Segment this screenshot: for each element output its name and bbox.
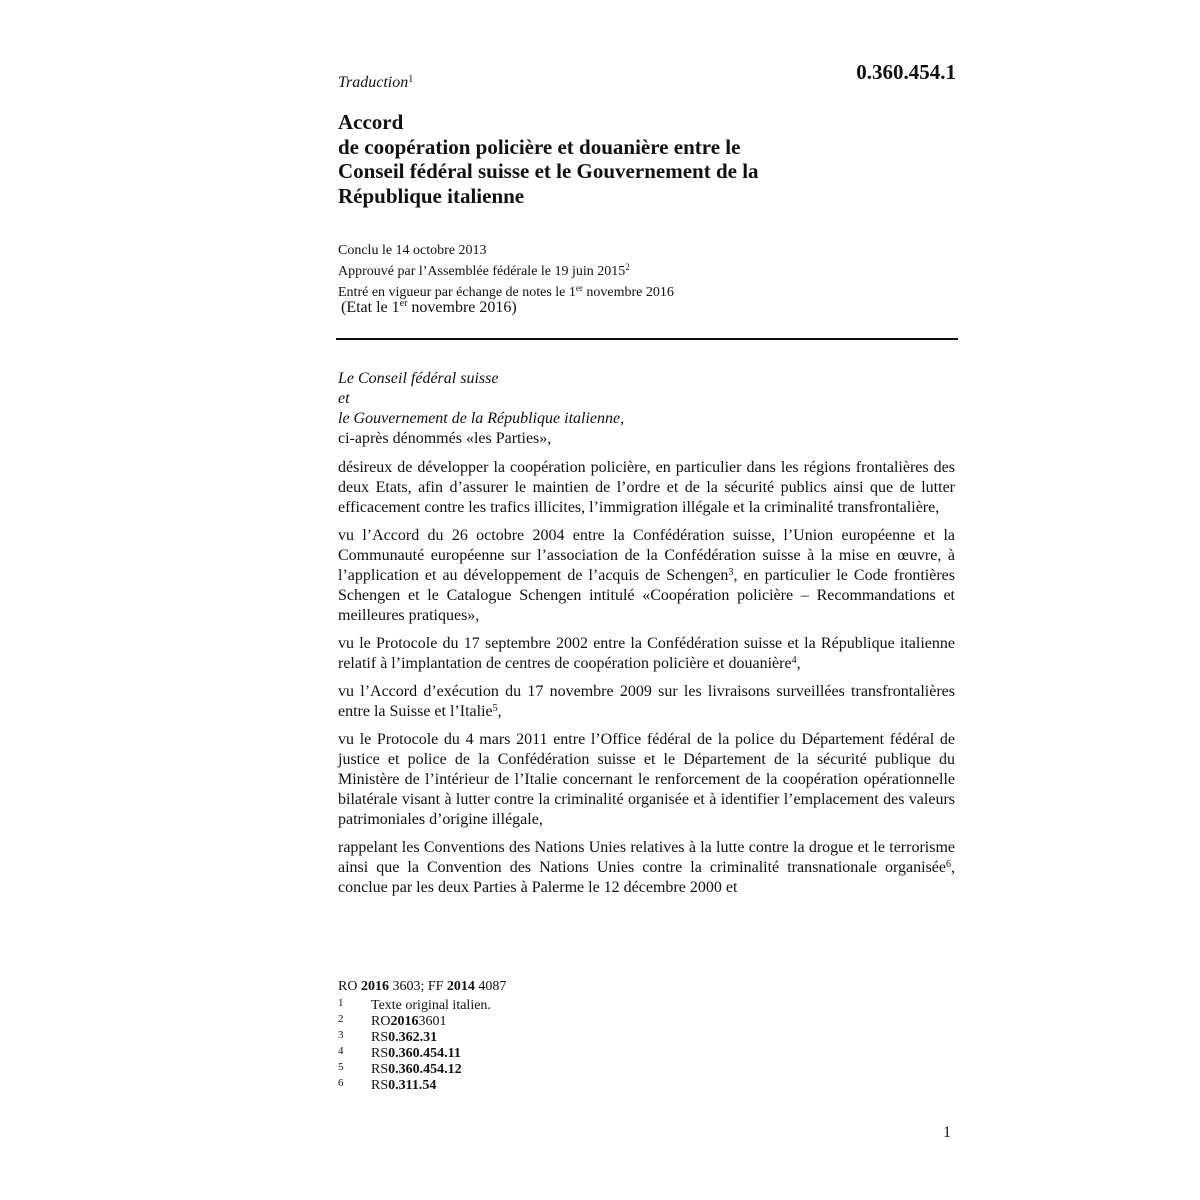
etat-sup: er bbox=[399, 298, 408, 309]
paragraph-text: vu l’Accord d’exécution du 17 novembre 2009 sur les livraisons surveillées transfrontalières entre la Suisse et l’Italie bbox=[338, 683, 955, 720]
document-metadata bbox=[338, 243, 674, 301]
footnote-number: 3 bbox=[338, 1029, 344, 1041]
paragraph-text: rappelant les Conventions des Nations Unies relatives à la lutte contre la drogue et le terrorisme ainsi que la Convention des Nations Unies contre la criminalité transnationale organisée bbox=[338, 839, 955, 876]
footnote-number: 4 bbox=[338, 1045, 344, 1057]
footnote-ref-5[interactable]: 5 bbox=[492, 703, 498, 714]
ff-year: 2014 bbox=[446, 979, 475, 994]
footnote-prefix: RS bbox=[371, 1078, 389, 1093]
conjunction: et bbox=[338, 390, 350, 407]
paragraph-text: , bbox=[796, 655, 801, 672]
paragraph-protocole-2002 bbox=[338, 634, 955, 674]
ro-page: 3603; FF bbox=[392, 979, 444, 994]
title-line: de coopération policière et douanière entre le bbox=[338, 134, 741, 159]
footnote-number: 1 bbox=[338, 997, 344, 1009]
footnote-prefix: RS bbox=[371, 1046, 389, 1061]
entree-prefix: Entré en vigueur par échange de notes le 1 bbox=[338, 285, 576, 300]
footnote-ref-2[interactable]: 2 bbox=[625, 262, 630, 272]
footnote-ref-3[interactable]: 3 bbox=[728, 567, 734, 578]
paragraph-text: , bbox=[497, 703, 502, 720]
footnote-reference[interactable]: 2016 bbox=[390, 1014, 419, 1029]
conclu-date: Conclu le 14 octobre 2013 bbox=[338, 243, 487, 258]
entree-sup: er bbox=[575, 283, 583, 293]
footnote-reference[interactable]: 0.360.454.12 bbox=[388, 1062, 462, 1077]
paragraph-text: , conclue par les deux Parties à Palerme le 12 décembre 2000 et bbox=[338, 859, 955, 896]
party-italy: le Gouvernement de la République italienne, bbox=[338, 410, 625, 427]
entree-suffix: novembre 2016 bbox=[582, 285, 674, 300]
title-line: Accord bbox=[338, 110, 404, 134]
title-line: Conseil fédéral suisse et le Gouvernement de la bbox=[338, 159, 759, 183]
ro-label: RO bbox=[338, 979, 358, 994]
paragraph-accord-schengen bbox=[338, 526, 955, 626]
sr-number: 0.360.454.1 bbox=[856, 60, 956, 84]
ro-year: 2016 bbox=[360, 979, 389, 994]
paragraph-conventions-onu bbox=[338, 838, 955, 898]
page-number: 1 bbox=[943, 1124, 951, 1141]
footnote-reference[interactable]: 0.311.54 bbox=[388, 1078, 437, 1093]
footnote-reference[interactable]: 0.360.454.11 bbox=[388, 1046, 461, 1061]
approuve-date bbox=[338, 259, 674, 280]
footnote-ref-1[interactable]: 1 bbox=[408, 74, 414, 85]
footnote-item bbox=[338, 1078, 506, 1094]
ff-page: 4087 bbox=[478, 979, 507, 994]
paragraph-desireux: désireux de développer la coopération policière, en particulier dans les régions frontalières des deux Etats, afin d’assurer le maintien de l’ordre et de la sécurité publics ainsi que de lutter efficacement contre les trafics illicites, l’immigration illégale et la criminalité transfrontalière, bbox=[338, 459, 955, 516]
traduction-label bbox=[338, 74, 413, 92]
paragraph-accord-execution-2009 bbox=[338, 682, 955, 722]
footnote-reference[interactable]: 0.362.31 bbox=[388, 1030, 438, 1045]
footnote-ref-6[interactable]: 6 bbox=[946, 859, 951, 870]
footnote-number: 5 bbox=[338, 1061, 344, 1073]
etat-suffix: novembre 2016) bbox=[407, 299, 517, 316]
footnote-suffix: 3601 bbox=[418, 1014, 447, 1029]
footnote-prefix: RS bbox=[371, 1062, 389, 1077]
footnote-prefix: RO bbox=[371, 1014, 391, 1029]
etat-prefix: (Etat le 1 bbox=[341, 299, 400, 316]
title-line: République italienne bbox=[338, 183, 525, 208]
paragraph-text: vu le Protocole du 17 septembre 2002 entre la Confédération suisse et la République italienne relatif à l’implantation de centres de coopération policière et douanière bbox=[338, 635, 955, 672]
paragraph-text: vu l’Accord du 26 octobre 2004 entre la Confédération suisse, l’Union européenne et la Communauté européenne sur l’association de la Confédération suisse à la mise en œuvre, à l’application et au développement de l’acquis de Schengen bbox=[338, 527, 955, 584]
footnote-number: 2 bbox=[338, 1013, 344, 1025]
footnote-prefix: RS bbox=[371, 1030, 389, 1045]
approuve-text: Approuvé par l’Assemblée fédérale le 19 juin 2015 bbox=[338, 264, 626, 279]
preamble bbox=[338, 369, 955, 906]
parties-designation: ci-après dénommés «les Parties», bbox=[338, 430, 552, 447]
footnote-text: Texte original italien. bbox=[371, 998, 491, 1013]
publication-source bbox=[338, 979, 506, 995]
footnote-number: 6 bbox=[338, 1077, 344, 1089]
document-title bbox=[338, 110, 898, 208]
header-divider bbox=[336, 338, 958, 340]
traduction-text: Traduction bbox=[338, 74, 409, 91]
etat-date bbox=[341, 298, 517, 317]
paragraph-protocole-2011: vu le Protocole du 4 mars 2011 entre l’Office fédéral de la police du Département fédéral de justice et police de la Confédération suisse et le Département de la sécurité publique du Ministère de l’intérieur de l’Italie concernant le renforcement de la coopération opérationnelle bilatérale visant à lutter contre la criminalité organisée et à identifier l’emplacement des valeurs patrimoniales d’origine illégale, bbox=[338, 731, 955, 828]
footnotes bbox=[338, 979, 506, 1094]
footnote-ref-4[interactable]: 4 bbox=[791, 655, 797, 666]
paragraph-text: , en particulier le Code frontières Schengen et le Catalogue Schengen intitulé «Coopération policière – Recommandations et meilleures pratiques», bbox=[338, 567, 955, 624]
party-swiss: Le Conseil fédéral suisse bbox=[338, 370, 499, 387]
